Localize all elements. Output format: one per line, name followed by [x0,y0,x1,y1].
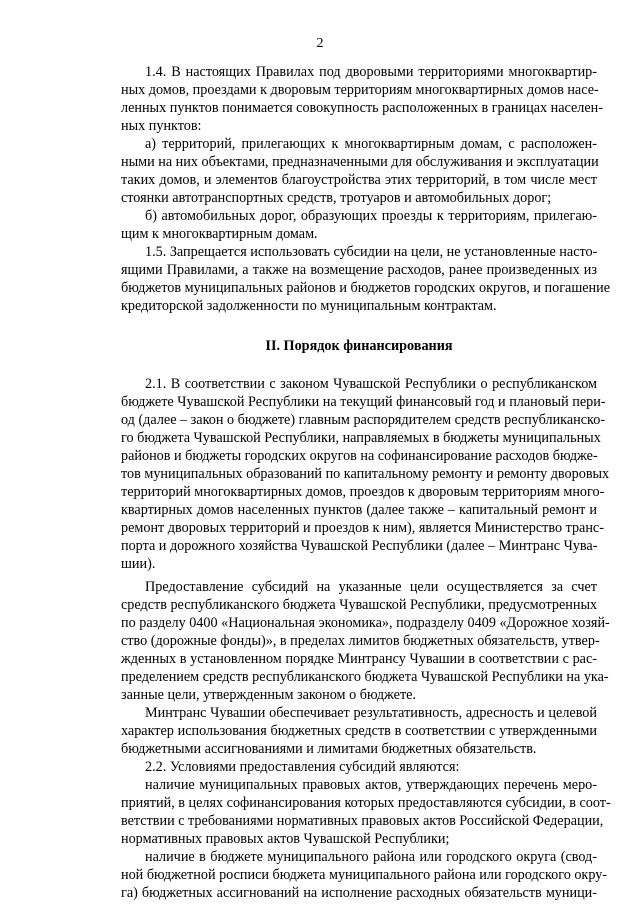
text-line: бюджетов муниципальных районов и бюджетов городских округов, и погашение [121,280,611,296]
text-line: щим к многоквартирным домам. [121,226,318,242]
text-line: территорий многоквартирных домов, проездов к дворовым территориям много- [121,484,605,500]
text-line: шии). [121,556,156,572]
text-line: ными на них объектами, предназначенными для обслуживания и эксплуатации [121,154,599,170]
text-line: од (далее – закон о бюджете) главным распорядителем средств республиканско- [121,412,606,428]
text-line: приятий, в целях софинансирования которых предоставляются субсидии, в соот- [121,795,611,811]
text-line: пределением средств республиканского бюджета Чувашской Республики на ука- [121,669,609,685]
text-line: 1.4. В настоящих Правилах под дворовыми территориями многоквартир- [145,64,597,80]
page-number: 2 [316,36,324,51]
text-line: характер использования бюджетных средств в соответствии с утвержденными [121,723,597,739]
text-line: а) территорий, прилегающих к многоквартирным домам, с расположен- [145,136,597,152]
text-line: бюджетными ассигнованиями и лимитами бюджетных обязательств. [121,741,537,757]
section-heading: II. Порядок финансирования [265,338,453,354]
text-line: кредиторской задолженности по муниципальным контрактам. [121,298,497,314]
text-line: га) бюджетных ассигнований на исполнение расходных обязательств муници- [121,885,597,901]
text-line: ленных пунктов понимается совокупность расположенных в границах населен- [121,100,603,116]
text-line: 2.2. Условиями предоставления субсидий являются: [145,759,460,775]
text-line: ство (дорожные фонды)», в пределах лимитов бюджетных обязательств, утвер- [121,633,600,649]
text-line: ной бюджетной росписи бюджета муниципального района или городского окру- [121,867,608,883]
text-line: 2.1. В соответствии с законом Чувашской Республики о республиканском [145,376,597,392]
text-line: Минтранс Чувашии обеспечивает результативность, адресность и целевой [145,705,597,721]
text-line: порта и дорожного хозяйства Чувашской Республики (далее – Минтранс Чува- [121,538,598,554]
text-line: ящими Правилами, а также на возмещение расходов, ранее произведенных из [121,262,597,278]
text-line: нормативных правовых актов Чувашской Республики; [121,831,450,847]
text-line: средств республиканского бюджета Чувашской Республики, предусмотренных [121,597,598,613]
text-line: бюджете Чувашской Республики на текущий финансовый год и плановый пери- [121,394,606,410]
text-line: по разделу 0400 «Национальная экономика», подразделу 0409 «Дорожное хозяй- [121,615,610,631]
text-line: б) автомобильных дорог, образующих проезды к территориям, прилегаю- [145,208,597,224]
text-line: стоянки автотранспортных средств, тротуаров и автомобильных дорог; [121,190,552,206]
text-line: жденных в установленном порядке Минтрансу Чувашии в соответствии с рас- [121,651,597,667]
text-line: тов муниципальных образований по капитальному ремонту и ремонту дворовых [121,466,610,482]
text-line: таких домов, и элементов благоустройства этих территорий, в том числе мест [121,172,597,188]
text-line: Предоставление субсидий на указанные цели осуществляется за счет [145,579,597,595]
text-line: ных домов, проездами к дворовым территориям многоквартирных домов насе- [121,82,599,98]
text-line: ных пунктов: [121,118,202,134]
text-line: наличие муниципальных правовых актов, утверждающих перечень меро- [145,777,597,793]
text-line: квартирных домов населенных пунктов (далее также – капитальный ремонт и [121,502,597,518]
text-line: наличие в бюджете муниципального района или городского округа (свод- [145,849,597,865]
text-line: районов и бюджеты городских округов на софинансирование расходов бюдже- [121,448,598,464]
text-line: ветствии с требованиями нормативных правовых актов Российской Федерации, [121,813,604,829]
text-line: 1.5. Запрещается использовать субсидии на цели, не установленные насто- [145,244,598,260]
text-line: ремонт дворовых территорий и проездов к ним), является Министерство транс- [121,520,604,536]
text-line: занные цели, утвержденным законом о бюджете. [121,687,416,703]
text-line: го бюджета Чувашской Республики, направляемых в бюджеты муниципальных [121,430,601,446]
